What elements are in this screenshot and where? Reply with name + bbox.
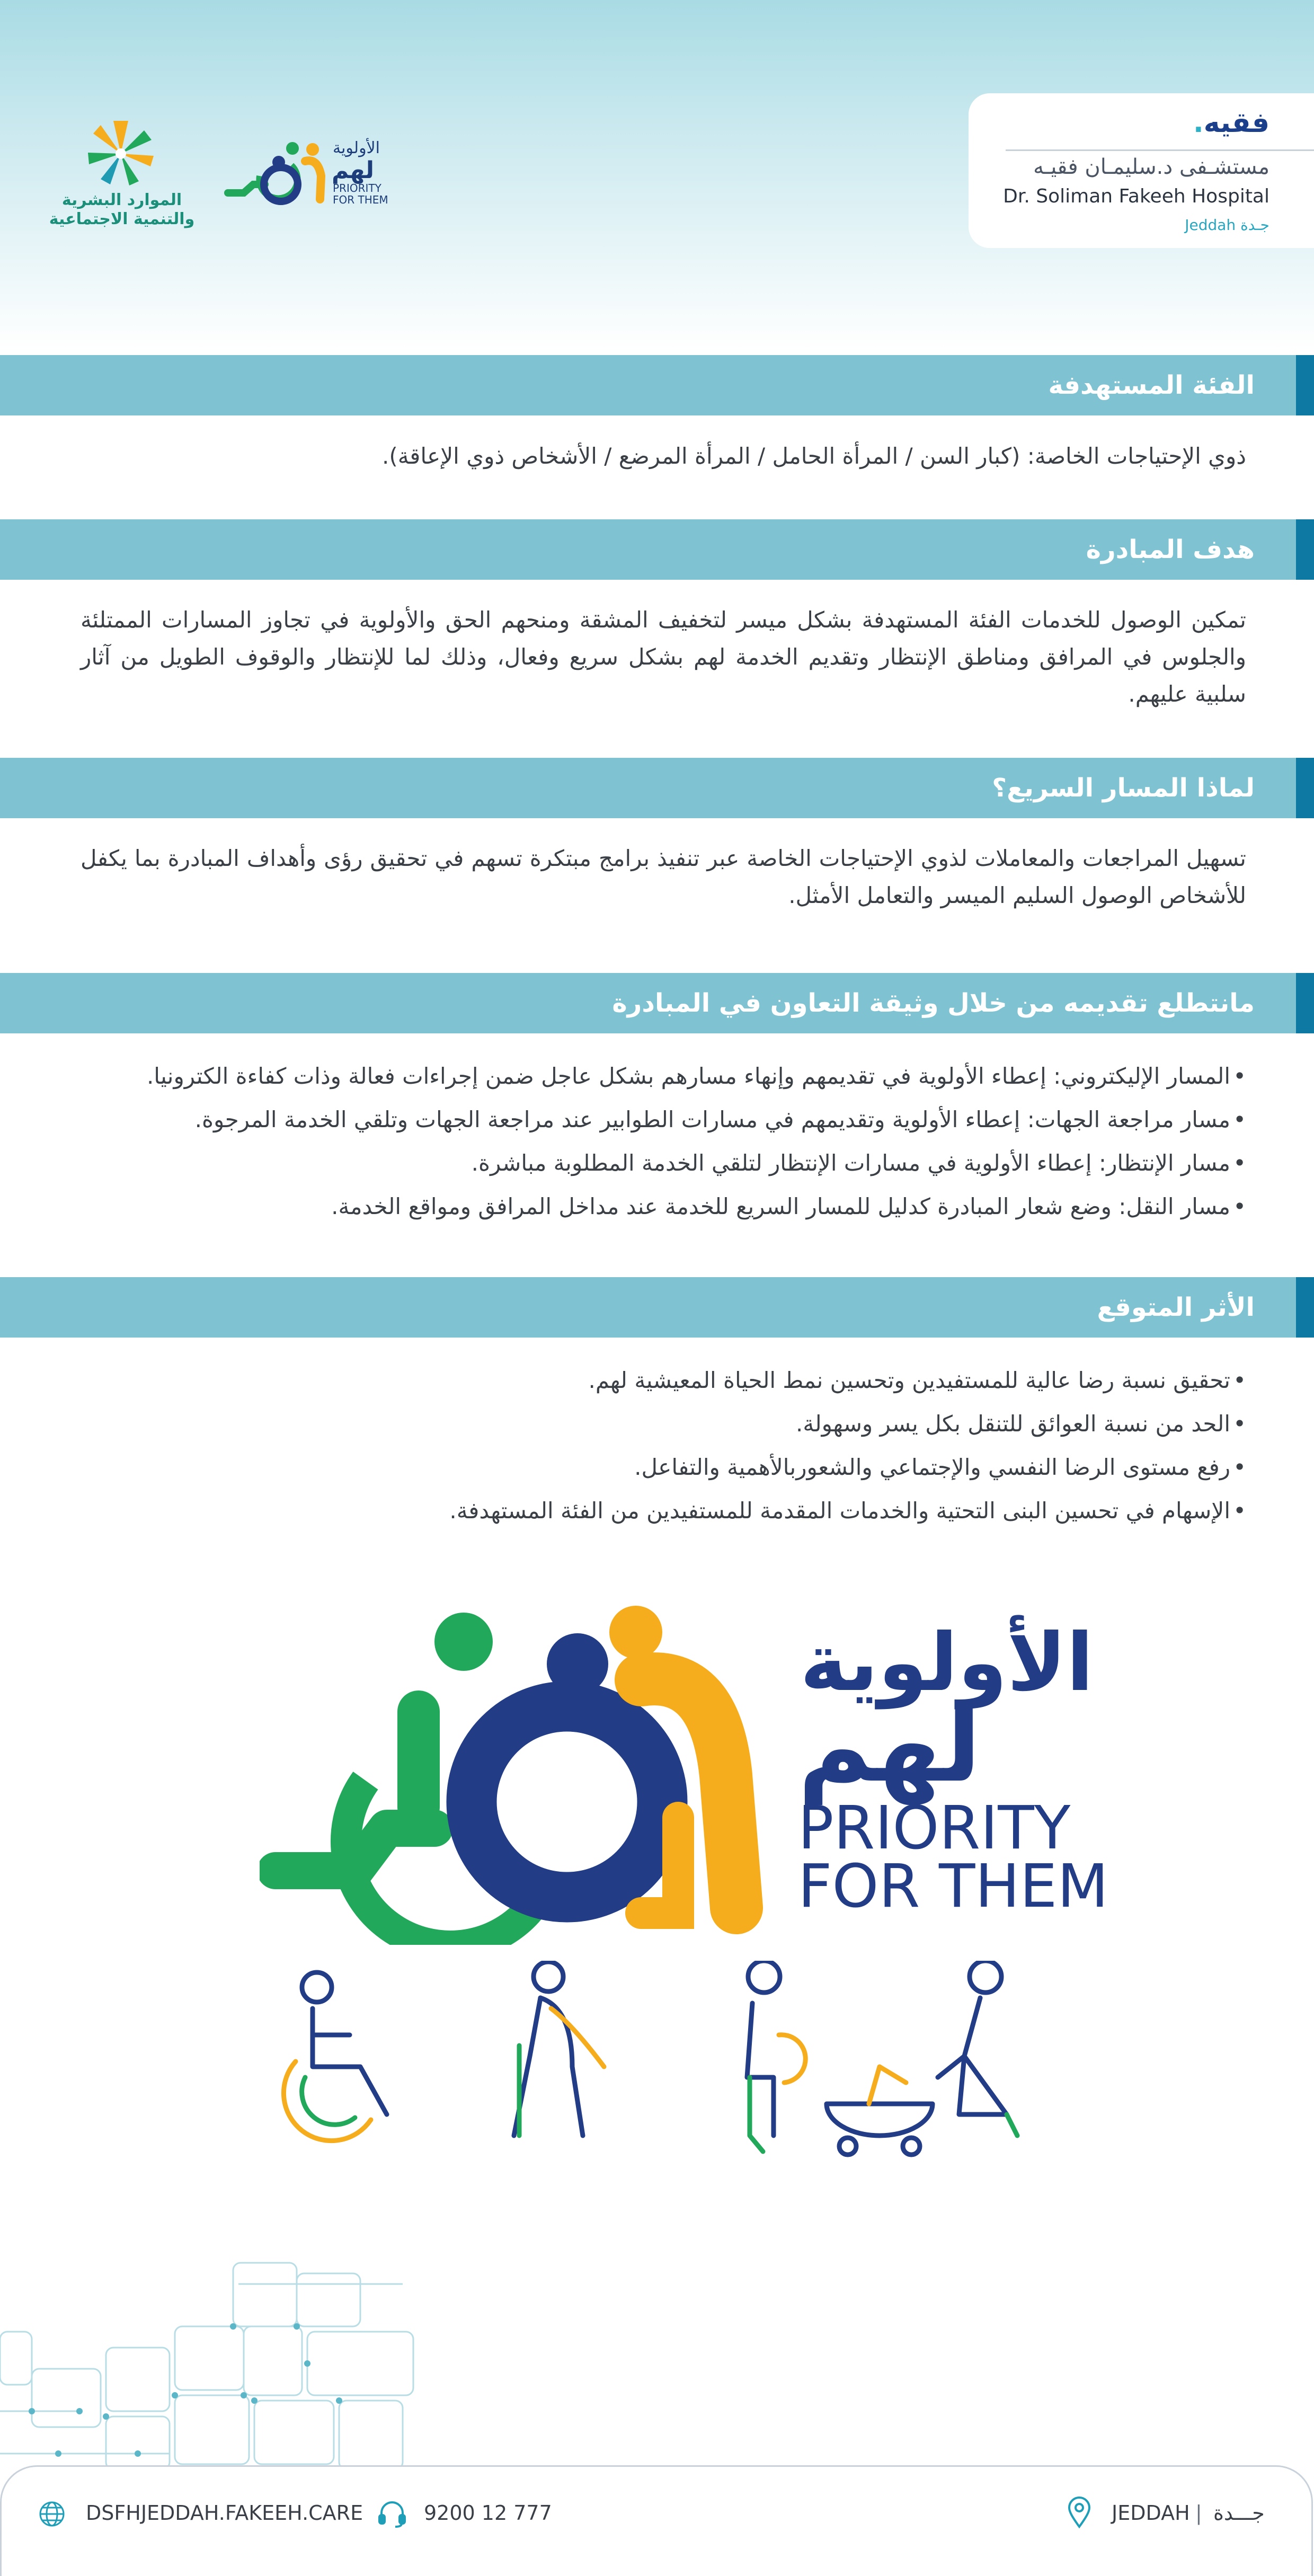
globe-icon xyxy=(38,2500,66,2528)
list-item: • مسار مراجعة الجهات: إعطاء الأولوية وتقديمهم في مسارات الطوابير عند مراجعة الجهات وتلقي الخدمة المرجوة. xyxy=(70,1098,1246,1141)
hospital-name-ar: مستشـفى د.سليمـان فقيـه xyxy=(1033,155,1269,179)
hospital-name-en: Dr. Soliman Fakeeh Hospital xyxy=(1003,185,1269,207)
location-pin-icon xyxy=(1067,2496,1091,2529)
ministry-name: الموارد البشرية والتنمية الاجتماعية xyxy=(49,191,195,228)
section-accent xyxy=(1296,758,1314,818)
website-link[interactable]: DSFHJEDDAH.FAKEEH.CARE xyxy=(86,2501,363,2525)
offerings-list xyxy=(70,1055,1246,1228)
priority-logo-ar1: الأولوية xyxy=(333,139,380,157)
list-item: • رفع مستوى الرضا النفسي والإجتماعي والشعوربالأهمية والتفاعل. xyxy=(70,1446,1246,1489)
list-item: • الحد من نسبة العوائق للتنقل بكل يسر وسهولة. xyxy=(70,1402,1246,1446)
initiative-goal-text: تمكين الوصول للخدمات الفئة المستهدفة بشكل ميسر لتخفيف المشقة ومنحهم الحق والأولوية في تجاوز المسارات الممتلئة والجلوس في المرافق ومناطق الإنتظار وتقديم الخدمة لهم بشكل سريع وفعال، وذلك لما للإنتظار والوقوف الطويل من آثار سلبية عليهم. xyxy=(81,607,1246,707)
priority-logo-ar2: لهم xyxy=(332,157,375,184)
list-item: • تحقيق نسبة رضا عالية للمستفيدين وتحسين نمط الحياة المعيشية لهم. xyxy=(70,1359,1246,1402)
pregnant-woman-icon xyxy=(747,1961,805,2152)
city-en: JEDDAH xyxy=(1112,2501,1190,2525)
list-item: • الإسهام في تحسين البنى التحتية والخدمات المقدمة للمستفيدين من الفئة المستهدفة. xyxy=(70,1489,1246,1533)
section-title: هدف المبادرة xyxy=(1086,535,1255,564)
hospital-city: Jeddah جـدة xyxy=(1185,216,1269,234)
section-title: لماذا المسار السريع؟ xyxy=(992,773,1255,803)
elderly-person-icon xyxy=(514,1962,604,2136)
divider xyxy=(1006,149,1314,151)
list-item: • المسار الإليكتروني: إعطاء الأولوية في تقديمهم وإنهاء مسارهم بشكل عاجل ضمن إجراءات فعالة وذات كفاءة الكترونيا. xyxy=(70,1055,1246,1098)
hospital-logo: فقيه. xyxy=(1193,107,1269,139)
list-item: • مسار الإنتظار: إعطاء الأولوية في مسارات الإنتظار لتلقي الخدمة المطلوبة مباشرة. xyxy=(70,1141,1246,1185)
big-logo-en1: PRIORITY xyxy=(798,1794,1071,1863)
mother-with-stroller-icon xyxy=(827,1961,1017,2155)
section-header-initiative-goal xyxy=(0,519,1296,580)
section-accent xyxy=(1296,973,1314,1033)
section-title: الأثر المتوقع xyxy=(1097,1293,1255,1322)
separator: | xyxy=(1195,2501,1202,2525)
wheelchair-icon xyxy=(283,1972,387,2141)
target-group-text: ذوي الإحتياجات الخاصة: (كبار السن / المرأة الحامل / المرأة المرضع / الأشخاص ذوي الإعاقة). xyxy=(382,443,1246,469)
beneficiary-icons xyxy=(254,1961,1060,2173)
section-title: مانتطلع تقديمه من خلال وثيقة التعاون في المبادرة xyxy=(612,988,1255,1018)
section-accent xyxy=(1296,355,1314,415)
big-logo-en2: FOR THEM xyxy=(798,1852,1109,1921)
section-header-expected-impact xyxy=(0,1277,1296,1338)
big-logo-ar1: الأولوية xyxy=(800,1617,1094,1709)
impact-list xyxy=(70,1359,1246,1533)
section-header-offerings xyxy=(0,973,1296,1033)
section-header-target-group xyxy=(0,355,1296,415)
section-accent xyxy=(1296,1277,1314,1338)
section-accent xyxy=(1296,519,1314,580)
circuit-decoration xyxy=(0,2252,424,2475)
section-title: الفئة المستهدفة xyxy=(1048,370,1255,400)
city-ar: جـــدة xyxy=(1213,2501,1265,2525)
priority-logo-en: PRIORITY FOR THEM xyxy=(333,182,388,206)
headset-icon xyxy=(377,2499,407,2529)
section-header-why-fast-track xyxy=(0,758,1296,818)
big-logo-ar2: لهم xyxy=(798,1687,981,1804)
why-fast-track-text: تسهيل المراجعات والمعاملات لذوي الإحتياجات الخاصة عبر تنفيذ برامج مبتكرة تسهم في تحقيق رؤى وأهداف المبادرة بما يكفل للأشخاص الوصول السليم الميسر والتعامل الأمثل. xyxy=(81,845,1246,908)
phone-link[interactable]: 9200 12 777 xyxy=(424,2501,552,2525)
list-item: • مسار النقل: وضع شعار المبادرة كدليل للمسار السريع للخدمة عند مداخل المرافق ومواقع الخدمة. xyxy=(70,1185,1246,1228)
